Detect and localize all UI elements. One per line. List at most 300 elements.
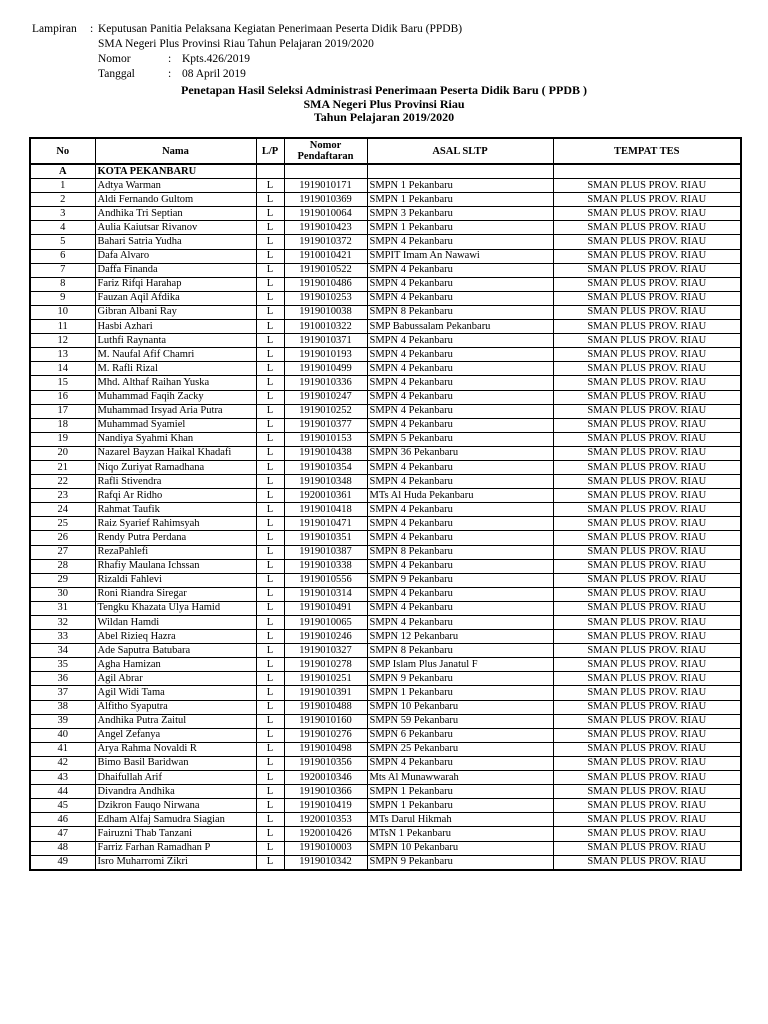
cell-nama: Roni Riandra Siregar <box>95 587 256 601</box>
cell-nomor-pendaftaran: 1919010246 <box>284 630 367 644</box>
cell-no: 11 <box>30 320 95 334</box>
cell-no: 35 <box>30 658 95 672</box>
cell-nama: Gibran Albani Ray <box>95 305 256 319</box>
section-row <box>30 164 741 179</box>
cell-nomor-pendaftaran: 1919010003 <box>284 841 367 855</box>
cell-lp: L <box>256 503 284 517</box>
cell-no: 15 <box>30 376 95 390</box>
cell-tempat-tes: SMAN PLUS PROV. RIAU <box>553 517 741 531</box>
cell-lp: L <box>256 841 284 855</box>
cell-lp: L <box>256 714 284 728</box>
tanggal-line <box>32 67 462 82</box>
table-row <box>30 644 741 658</box>
cell-nama: M. Rafli Rizal <box>95 362 256 376</box>
cell-nomor-pendaftaran: 1920010346 <box>284 771 367 785</box>
cell-nomor-pendaftaran: 1919010371 <box>284 334 367 348</box>
colon: : <box>168 53 172 65</box>
cell-nama: Muhammad Syamiel <box>95 418 256 432</box>
cell-lp: L <box>256 475 284 489</box>
table-row <box>30 799 741 813</box>
cell-asal-sltp: SMPN 4 Pekanbaru <box>367 418 553 432</box>
cell-lp: L <box>256 221 284 235</box>
cell-nama: Dzikron Fauqo Nirwana <box>95 799 256 813</box>
attachment-line-1 <box>32 22 462 37</box>
cell-nomor-pendaftaran: 1919010253 <box>284 291 367 305</box>
cell-asal-sltp: SMPN 9 Pekanbaru <box>367 855 553 870</box>
cell-nama: Dhaifullah Arif <box>95 771 256 785</box>
table-row <box>30 305 741 319</box>
cell-no: 41 <box>30 742 95 756</box>
cell-tempat-tes: SMAN PLUS PROV. RIAU <box>553 658 741 672</box>
cell-lp: L <box>256 545 284 559</box>
cell-tempat-tes: SMAN PLUS PROV. RIAU <box>553 785 741 799</box>
cell-no: 43 <box>30 771 95 785</box>
cell-nama: Muhammad Faqih Zacky <box>95 390 256 404</box>
cell-no: 2 <box>30 193 95 207</box>
cell-tempat-tes: SMAN PLUS PROV. RIAU <box>553 291 741 305</box>
cell-tempat-tes: SMAN PLUS PROV. RIAU <box>553 587 741 601</box>
table-row <box>30 756 741 770</box>
cell-no: 12 <box>30 334 95 348</box>
cell-nomor-pendaftaran: 1920010361 <box>284 489 367 503</box>
cell-nama: Agha Hamizan <box>95 658 256 672</box>
cell-nama: Angel Zefanya <box>95 728 256 742</box>
table-header-row <box>30 138 741 164</box>
cell-nomor-pendaftaran: 1919010252 <box>284 404 367 418</box>
cell-asal-sltp: SMPN 4 Pekanbaru <box>367 404 553 418</box>
cell-no: 18 <box>30 418 95 432</box>
cell-tempat-tes: SMAN PLUS PROV. RIAU <box>553 418 741 432</box>
cell-nomor-pendaftaran: 1919010499 <box>284 362 367 376</box>
cell-no: 22 <box>30 475 95 489</box>
cell-nomor-pendaftaran: 1919010354 <box>284 460 367 474</box>
cell-tempat-tes: SMAN PLUS PROV. RIAU <box>553 644 741 658</box>
cell-tempat-tes: SMAN PLUS PROV. RIAU <box>553 616 741 630</box>
cell-nomor-pendaftaran: 1919010372 <box>284 235 367 249</box>
cell-tempat-tes: SMAN PLUS PROV. RIAU <box>553 235 741 249</box>
cell-lp: L <box>256 432 284 446</box>
cell-asal-sltp: SMPN 36 Pekanbaru <box>367 446 553 460</box>
cell-lp: L <box>256 517 284 531</box>
cell-nama: Hasbi Azhari <box>95 320 256 334</box>
table-row <box>30 503 741 517</box>
cell-asal-sltp: SMPN 1 Pekanbaru <box>367 799 553 813</box>
cell-asal-sltp: SMPN 4 Pekanbaru <box>367 376 553 390</box>
cell-no: 49 <box>30 855 95 870</box>
cell-tempat-tes: SMAN PLUS PROV. RIAU <box>553 559 741 573</box>
cell-nama: Abel Rizieq Hazra <box>95 630 256 644</box>
cell-no: 21 <box>30 460 95 474</box>
cell-nomor-pendaftaran: 1919010251 <box>284 672 367 686</box>
attachment-header <box>32 22 462 82</box>
cell-asal-sltp: SMPN 6 Pekanbaru <box>367 728 553 742</box>
table-row <box>30 221 741 235</box>
table-row <box>30 630 741 644</box>
cell-asal-sltp: SMPN 8 Pekanbaru <box>367 545 553 559</box>
table-row <box>30 742 741 756</box>
table-row <box>30 686 741 700</box>
cell-nama: Bahari Satria Yudha <box>95 235 256 249</box>
decree-title: Keputusan Panitia Pelaksana Kegiatan Penerimaan Peserta Didik Baru (PPDB) <box>98 23 463 35</box>
cell-lp: L <box>256 418 284 432</box>
cell-nama: Fariz Rifqi Harahap <box>95 277 256 291</box>
cell-tempat-tes: SMAN PLUS PROV. RIAU <box>553 855 741 870</box>
cell-nama: Aldi Fernando Gultom <box>95 193 256 207</box>
table-row <box>30 334 741 348</box>
cell-asal-sltp: SMP Islam Plus Janatul F <box>367 658 553 672</box>
cell-no: 27 <box>30 545 95 559</box>
cell-tempat-tes: SMAN PLUS PROV. RIAU <box>553 334 741 348</box>
cell-no: 46 <box>30 813 95 827</box>
cell-nama: Farriz Farhan Ramadhan P <box>95 841 256 855</box>
cell-no: 26 <box>30 531 95 545</box>
cell-tempat-tes: SMAN PLUS PROV. RIAU <box>553 841 741 855</box>
cell-nama: Rahmat Taufik <box>95 503 256 517</box>
cell-tempat-tes: SMAN PLUS PROV. RIAU <box>553 771 741 785</box>
table-row <box>30 559 741 573</box>
cell-lp: L <box>256 305 284 319</box>
cell-asal-sltp: SMPN 4 Pekanbaru <box>367 334 553 348</box>
cell-asal-sltp: MTsN 1 Pekanbaru <box>367 827 553 841</box>
table-row <box>30 545 741 559</box>
cell-tempat-tes: SMAN PLUS PROV. RIAU <box>553 601 741 615</box>
cell-nomor-pendaftaran: 1919010391 <box>284 686 367 700</box>
cell-nomor-pendaftaran: 1919010387 <box>284 545 367 559</box>
cell-lp: L <box>256 700 284 714</box>
cell-no: 24 <box>30 503 95 517</box>
table-row <box>30 813 741 827</box>
cell-tempat-tes: SMAN PLUS PROV. RIAU <box>553 756 741 770</box>
cell-nomor-pendaftaran: 1919010193 <box>284 348 367 362</box>
lampiran-label: Lampiran <box>32 23 77 35</box>
cell-nomor-pendaftaran: 1919010171 <box>284 179 367 193</box>
table-row <box>30 714 741 728</box>
cell-lp: L <box>256 771 284 785</box>
cell-tempat-tes: SMAN PLUS PROV. RIAU <box>553 545 741 559</box>
cell-asal-sltp: SMPN 1 Pekanbaru <box>367 179 553 193</box>
cell-asal-sltp: SMPN 4 Pekanbaru <box>367 277 553 291</box>
cell-tempat-tes: SMAN PLUS PROV. RIAU <box>553 179 741 193</box>
cell-lp: L <box>256 207 284 221</box>
cell-no: 6 <box>30 249 95 263</box>
table-row <box>30 291 741 305</box>
cell-nama: Aulia Kaiutsar Rivanov <box>95 221 256 235</box>
cell-no: 28 <box>30 559 95 573</box>
cell-lp: L <box>256 362 284 376</box>
cell-asal-sltp: SMPN 1 Pekanbaru <box>367 221 553 235</box>
cell-nama: Nandiya Syahmi Khan <box>95 432 256 446</box>
cell-tempat-tes: SMAN PLUS PROV. RIAU <box>553 446 741 460</box>
cell-nama: Agil Widi Tama <box>95 686 256 700</box>
cell-nomor-pendaftaran: 1920010426 <box>284 827 367 841</box>
cell-nama: Tengku Khazata Ulya Hamid <box>95 601 256 615</box>
cell-nama: Rafqi Ar Ridho <box>95 489 256 503</box>
cell-lp: L <box>256 334 284 348</box>
cell-nomor-pendaftaran: 1919010486 <box>284 277 367 291</box>
cell-no: 29 <box>30 573 95 587</box>
cell-tempat-tes: SMAN PLUS PROV. RIAU <box>553 799 741 813</box>
cell-tempat-tes: SMAN PLUS PROV. RIAU <box>553 728 741 742</box>
cell-asal-sltp: SMPN 8 Pekanbaru <box>367 305 553 319</box>
cell-asal-sltp: SMPN 12 Pekanbaru <box>367 630 553 644</box>
table-row <box>30 277 741 291</box>
cell-asal-sltp: SMPN 4 Pekanbaru <box>367 531 553 545</box>
cell-nomor-pendaftaran: 1919010366 <box>284 785 367 799</box>
cell-nomor-pendaftaran: 1919010338 <box>284 559 367 573</box>
cell-nama: Bimo Basil Baridwan <box>95 756 256 770</box>
cell-lp: L <box>256 348 284 362</box>
table-row <box>30 446 741 460</box>
cell-lp: L <box>256 785 284 799</box>
cell-lp: L <box>256 686 284 700</box>
cell-nama: Isro Muharromi Zikri <box>95 855 256 870</box>
cell-asal-sltp: MTs Darul Hikmah <box>367 813 553 827</box>
cell-asal-sltp: SMPN 10 Pekanbaru <box>367 841 553 855</box>
document-title <box>0 84 768 125</box>
cell-nomor-pendaftaran: 1919010348 <box>284 475 367 489</box>
cell-nomor-pendaftaran: 1919010556 <box>284 573 367 587</box>
cell-lp: L <box>256 320 284 334</box>
table-row <box>30 489 741 503</box>
cell-nomor-pendaftaran: 1919010342 <box>284 855 367 870</box>
cell-nomor-pendaftaran: 1919010418 <box>284 503 367 517</box>
cell-no: 34 <box>30 644 95 658</box>
cell-tempat-tes: SMAN PLUS PROV. RIAU <box>553 362 741 376</box>
table-row <box>30 616 741 630</box>
colon: : <box>168 68 172 80</box>
cell-no: 30 <box>30 587 95 601</box>
cell-tempat-tes: SMAN PLUS PROV. RIAU <box>553 827 741 841</box>
header-nomor-pendaftaran: Nomor Pendaftaran <box>284 138 367 164</box>
cell-nomor-pendaftaran: 1919010276 <box>284 728 367 742</box>
cell-nama: Muhammad Irsyad Aria Putra <box>95 404 256 418</box>
table-row <box>30 573 741 587</box>
cell-lp: L <box>256 235 284 249</box>
cell-no: 25 <box>30 517 95 531</box>
table-row <box>30 855 741 870</box>
table-row <box>30 460 741 474</box>
cell-no: 42 <box>30 756 95 770</box>
cell-nama: Andhika Tri Septian <box>95 207 256 221</box>
cell-nama: Arya Rahma Novaldi R <box>95 742 256 756</box>
cell-nomor-pendaftaran: 1920010353 <box>284 813 367 827</box>
table-row <box>30 249 741 263</box>
table-row <box>30 771 741 785</box>
cell-nama: Agil Abrar <box>95 672 256 686</box>
cell-lp: L <box>256 742 284 756</box>
cell-tempat-tes: SMAN PLUS PROV. RIAU <box>553 460 741 474</box>
cell-nama: Divandra Andhika <box>95 785 256 799</box>
cell-lp: L <box>256 672 284 686</box>
cell-nama: Edham Alfaj Samudra Siagian <box>95 813 256 827</box>
cell-tempat-tes: SMAN PLUS PROV. RIAU <box>553 531 741 545</box>
header-asal-sltp: ASAL SLTP <box>367 138 553 164</box>
attachment-line-2 <box>32 37 462 52</box>
section-no: A <box>30 164 95 179</box>
cell-nama: Niqo Zuriyat Ramadhana <box>95 460 256 474</box>
cell-asal-sltp: SMPN 4 Pekanbaru <box>367 263 553 277</box>
cell-nomor-pendaftaran: 1919010327 <box>284 644 367 658</box>
cell-tempat-tes: SMAN PLUS PROV. RIAU <box>553 686 741 700</box>
cell-lp: L <box>256 531 284 545</box>
cell-nama: Adtya Warman <box>95 179 256 193</box>
cell-lp: L <box>256 404 284 418</box>
cell-no: 4 <box>30 221 95 235</box>
cell-lp: L <box>256 827 284 841</box>
cell-nama: Wildan Hamdi <box>95 616 256 630</box>
cell-lp: L <box>256 446 284 460</box>
cell-asal-sltp: SMPN 4 Pekanbaru <box>367 362 553 376</box>
table-row <box>30 207 741 221</box>
cell-asal-sltp: SMPN 59 Pekanbaru <box>367 714 553 728</box>
tanggal-value: 08 April 2019 <box>182 68 246 80</box>
cell-no: 23 <box>30 489 95 503</box>
cell-nama: Luthfi Raynanta <box>95 334 256 348</box>
header-nama: Nama <box>95 138 256 164</box>
cell-tempat-tes: SMAN PLUS PROV. RIAU <box>553 348 741 362</box>
decree-school: SMA Negeri Plus Provinsi Riau Tahun Pelajaran 2019/2020 <box>98 38 374 50</box>
cell-tempat-tes: SMAN PLUS PROV. RIAU <box>553 813 741 827</box>
cell-lp: L <box>256 291 284 305</box>
cell-nama: RezaPahlefi <box>95 545 256 559</box>
table-row <box>30 601 741 615</box>
cell-tempat-tes: SMAN PLUS PROV. RIAU <box>553 742 741 756</box>
cell-asal-sltp: SMPN 9 Pekanbaru <box>367 573 553 587</box>
cell-nomor-pendaftaran: 1919010498 <box>284 742 367 756</box>
cell-nomor-pendaftaran: 1919010064 <box>284 207 367 221</box>
cell-asal-sltp: Mts Al Munawwarah <box>367 771 553 785</box>
table-row <box>30 827 741 841</box>
cell-asal-sltp: SMPN 1 Pekanbaru <box>367 193 553 207</box>
cell-nomor-pendaftaran: 1919010471 <box>284 517 367 531</box>
cell-nama: Daffa Finanda <box>95 263 256 277</box>
table-row <box>30 700 741 714</box>
cell-asal-sltp: SMPN 4 Pekanbaru <box>367 348 553 362</box>
cell-no: 36 <box>30 672 95 686</box>
cell-tempat-tes: SMAN PLUS PROV. RIAU <box>553 376 741 390</box>
cell-lp: L <box>256 616 284 630</box>
cell-no: 37 <box>30 686 95 700</box>
table-row <box>30 658 741 672</box>
header-lp: L/P <box>256 138 284 164</box>
cell-nama: M. Naufal Afif Chamri <box>95 348 256 362</box>
table-row <box>30 404 741 418</box>
cell-asal-sltp: SMPN 4 Pekanbaru <box>367 756 553 770</box>
cell-lp: L <box>256 573 284 587</box>
cell-tempat-tes: SMAN PLUS PROV. RIAU <box>553 263 741 277</box>
title-line-1: Penetapan Hasil Seleksi Administrasi Penerimaan Peserta Didik Baru ( PPDB ) <box>181 83 587 97</box>
cell-nama: Ade Saputra Batubara <box>95 644 256 658</box>
table-row <box>30 390 741 404</box>
cell-asal-sltp: SMPN 5 Pekanbaru <box>367 432 553 446</box>
cell-nomor-pendaftaran: 1919010351 <box>284 531 367 545</box>
cell-tempat-tes: SMAN PLUS PROV. RIAU <box>553 193 741 207</box>
cell-lp: L <box>256 630 284 644</box>
table-row <box>30 841 741 855</box>
cell-lp: L <box>256 728 284 742</box>
cell-no: 3 <box>30 207 95 221</box>
cell-asal-sltp: SMPN 4 Pekanbaru <box>367 616 553 630</box>
cell-asal-sltp: SMPN 9 Pekanbaru <box>367 672 553 686</box>
table-row <box>30 531 741 545</box>
cell-asal-sltp: SMPN 4 Pekanbaru <box>367 587 553 601</box>
colon: : <box>90 23 94 35</box>
cell-nomor-pendaftaran: 1919010336 <box>284 376 367 390</box>
nomor-line <box>32 52 462 67</box>
cell-lp: L <box>256 489 284 503</box>
cell-nomor-pendaftaran: 1919010160 <box>284 714 367 728</box>
cell-nama: Nazarel Bayzan Haikal Khadafi <box>95 446 256 460</box>
cell-asal-sltp: SMPN 25 Pekanbaru <box>367 742 553 756</box>
cell-lp: L <box>256 376 284 390</box>
cell-nama: Dafa Alvaro <box>95 249 256 263</box>
table-row <box>30 432 741 446</box>
title-line-3: Tahun Pelajaran 2019/2020 <box>313 110 455 124</box>
cell-nomor-pendaftaran: 1910010421 <box>284 249 367 263</box>
cell-lp: L <box>256 756 284 770</box>
cell-no: 10 <box>30 305 95 319</box>
cell-no: 39 <box>30 714 95 728</box>
table-row <box>30 672 741 686</box>
table-row <box>30 728 741 742</box>
cell-no: 44 <box>30 785 95 799</box>
cell-lp: L <box>256 193 284 207</box>
nomor-label: Nomor <box>98 53 131 65</box>
cell-tempat-tes: SMAN PLUS PROV. RIAU <box>553 207 741 221</box>
cell-lp: L <box>256 263 284 277</box>
cell-tempat-tes: SMAN PLUS PROV. RIAU <box>553 503 741 517</box>
cell-tempat-tes: SMAN PLUS PROV. RIAU <box>553 277 741 291</box>
table-row <box>30 348 741 362</box>
cell-no: 5 <box>30 235 95 249</box>
cell-no: 14 <box>30 362 95 376</box>
cell-nomor-pendaftaran: 1919010153 <box>284 432 367 446</box>
table-row <box>30 475 741 489</box>
cell-asal-sltp: SMPN 4 Pekanbaru <box>367 235 553 249</box>
table-row <box>30 263 741 277</box>
cell-asal-sltp: SMPIT Imam An Nawawi <box>367 249 553 263</box>
cell-no: 20 <box>30 446 95 460</box>
cell-lp: L <box>256 587 284 601</box>
cell-nomor-pendaftaran: 1919010314 <box>284 587 367 601</box>
cell-lp: L <box>256 601 284 615</box>
cell-tempat-tes: SMAN PLUS PROV. RIAU <box>553 390 741 404</box>
cell-lp: L <box>256 813 284 827</box>
cell-lp: L <box>256 277 284 291</box>
cell-tempat-tes: SMAN PLUS PROV. RIAU <box>553 221 741 235</box>
cell-asal-sltp: SMPN 1 Pekanbaru <box>367 785 553 799</box>
cell-asal-sltp: SMPN 4 Pekanbaru <box>367 390 553 404</box>
cell-asal-sltp: SMPN 8 Pekanbaru <box>367 644 553 658</box>
cell-tempat-tes: SMAN PLUS PROV. RIAU <box>553 489 741 503</box>
table-row <box>30 517 741 531</box>
cell-nomor-pendaftaran: 1919010065 <box>284 616 367 630</box>
cell-tempat-tes: SMAN PLUS PROV. RIAU <box>553 475 741 489</box>
cell-no: 38 <box>30 700 95 714</box>
nomor-value: Kpts.426/2019 <box>182 53 251 65</box>
cell-nomor-pendaftaran: 1919010488 <box>284 700 367 714</box>
cell-asal-sltp: SMPN 4 Pekanbaru <box>367 475 553 489</box>
cell-asal-sltp: SMPN 4 Pekanbaru <box>367 291 553 305</box>
cell-lp: L <box>256 644 284 658</box>
cell-nomor-pendaftaran: 1919010247 <box>284 390 367 404</box>
cell-nomor-pendaftaran: 1919010438 <box>284 446 367 460</box>
cell-asal-sltp: SMPN 4 Pekanbaru <box>367 559 553 573</box>
cell-asal-sltp: SMPN 10 Pekanbaru <box>367 700 553 714</box>
cell-no: 48 <box>30 841 95 855</box>
cell-nomor-pendaftaran: 1919010038 <box>284 305 367 319</box>
cell-nama: Andhika Putra Zaitul <box>95 714 256 728</box>
